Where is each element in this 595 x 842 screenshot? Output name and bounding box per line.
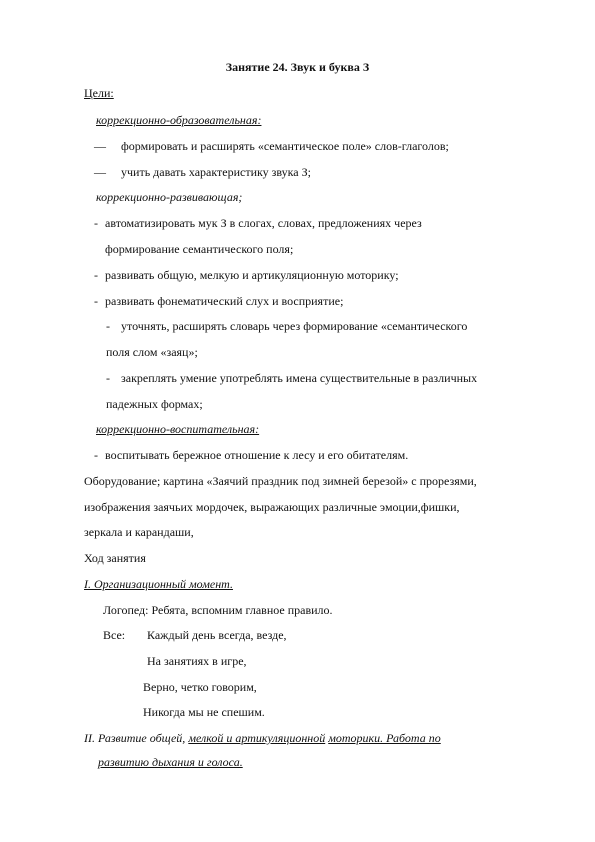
dev-sub2-line2: падежных формах; xyxy=(106,397,203,411)
poem-line4: Никогда мы не спешим. xyxy=(143,705,265,719)
correction-edu-label: коррекционно-образовательная: xyxy=(96,113,262,127)
equipment-line1: Оборудование; картина «Заячий праздник под зимней березой» с прорезями, xyxy=(84,474,477,488)
dev-sub2-dash: - xyxy=(106,371,110,385)
edu-item2-text: учить давать характеристику звука З; xyxy=(121,165,311,179)
edu-item2-dash: — xyxy=(94,165,106,179)
section1-heading: I. Организационный момент. xyxy=(84,577,233,591)
dev-item1-line1: автоматизировать мук З в слогах, словах, предложениях через xyxy=(105,216,422,230)
section2-heading xyxy=(84,731,441,745)
dev-sub1-dash: - xyxy=(106,319,110,333)
dev-item3-text: развивать фонематический слух и восприятие; xyxy=(105,294,344,308)
dev-sub1-line1: уточнять, расширять словарь через формирование «семантического xyxy=(121,319,468,333)
dev-item2-text: развивать общую, мелкую и артикуляционную моторику; xyxy=(105,268,399,282)
dev-sub1-line2: поля слом «заяц»; xyxy=(106,345,198,359)
upbr-item1-text: воспитывать бережное отношение к лесу и его обитателям. xyxy=(105,448,409,462)
all-label: Все: xyxy=(103,628,126,642)
section2-part2: мелкой и артикуляционной xyxy=(188,731,326,745)
correction-upbr-label: коррекционно-воспитательная: xyxy=(96,422,260,436)
progress-label: Ход занятия xyxy=(84,551,146,565)
section2-part3: моторики. Работа по xyxy=(328,731,441,745)
dev-sub2-line1: закреплять умение употреблять имена существительные в различных xyxy=(121,371,478,385)
page-title: Занятие 24. Звук и буква З xyxy=(225,60,370,74)
poem-line3: Верно, четко говорим, xyxy=(143,680,257,694)
edu-item1-text: формировать и расширять «семантическое поле» слов-глаголов; xyxy=(121,139,449,153)
equipment-line2: изображения заячьих мордочек, выражающих различные эмоции,фишки, xyxy=(84,500,460,514)
dev-item1-dash: - xyxy=(94,216,98,230)
dev-item2-dash: - xyxy=(94,268,98,282)
goals-label: Цели: xyxy=(84,86,114,100)
section2-line2: развитию дыхания и голоса. xyxy=(98,755,243,769)
poem-line1: Каждый день всегда, везде, xyxy=(147,628,287,642)
dev-item1-line2: формирование семантического поля; xyxy=(105,242,294,256)
poem-line2: На занятиях в игре, xyxy=(147,654,247,668)
speech-line1: Логопед: Ребята, вспомним главное правило. xyxy=(103,603,333,617)
equipment-line3: зеркала и карандаши, xyxy=(84,525,194,539)
section2-part1: II. Развитие общей, xyxy=(84,731,186,745)
correction-dev-label: коррекционно-развивающая; xyxy=(96,190,243,204)
dev-item3-dash: - xyxy=(94,294,98,308)
upbr-item1-dash: - xyxy=(94,448,98,462)
edu-item1-dash: — xyxy=(94,139,106,153)
